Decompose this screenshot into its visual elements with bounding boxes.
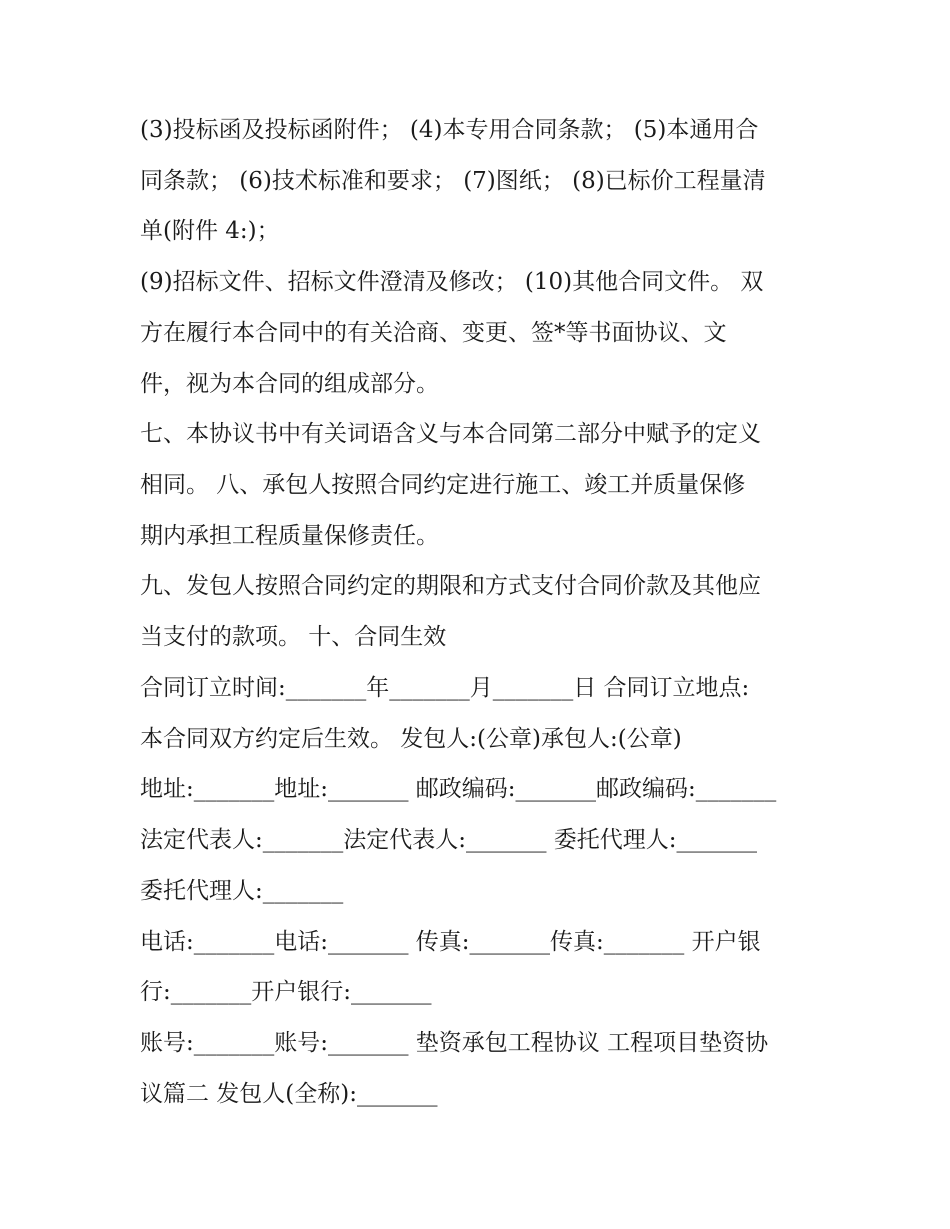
- text-line: 委托代理人:_______: [140, 878, 344, 904]
- text-line: 地址:_______地址:_______ 邮政编码:_______邮政编码:_______: [140, 776, 777, 802]
- text-line: (9)招标文件、招标文件澄清及修改； (10)其他合同文件。 双: [140, 269, 764, 295]
- text-line: 同条款； (6)技术标准和要求； (7)图纸； (8)已标价工程量清: [140, 168, 766, 194]
- text-line: 件，视为本合同的组成部分。: [140, 371, 439, 397]
- text-line: (3)投标函及投标函附件； (4)本专用合同条款； (5)本通用合: [140, 117, 759, 143]
- text-line: 本合同双方约定后生效。 发包人:(公章)承包人:(公章): [140, 726, 682, 752]
- text-line: 单(附件 4:)；: [140, 218, 280, 244]
- text-line: 电话:_______电话:_______ 传真:_______传真:_______ 开户银: [140, 929, 761, 955]
- text-line: 法定代表人:_______法定代表人:_______ 委托代理人:_______: [140, 827, 758, 853]
- text-line: 账号:_______账号:_______ 垫资承包工程协议 工程项目垫资协: [140, 1030, 769, 1056]
- text-line: 议篇二 发包人(全称):_______: [140, 1081, 438, 1107]
- text-line: 合同订立时间:_______年_______月_______日 合同订立地点:: [140, 675, 750, 701]
- text-line: 期内承担工程质量保修责任。: [140, 523, 439, 549]
- text-line: 行:_______开户银行:_______: [140, 979, 432, 1005]
- text-line: 当支付的款项。 十、合同生效: [140, 624, 447, 650]
- text-line: 九、发包人按照合同约定的期限和方式支付合同价款及其他应: [140, 573, 761, 599]
- text-line: 方在履行本合同中的有关洽商、变更、签*等书面协议、文: [140, 320, 727, 346]
- text-line: 相同。 八、承包人按照合同约定进行施工、竣工并质量保修: [140, 472, 746, 498]
- text-line: 七、本协议书中有关词语含义与本合同第二部分中赋予的定义: [140, 421, 761, 447]
